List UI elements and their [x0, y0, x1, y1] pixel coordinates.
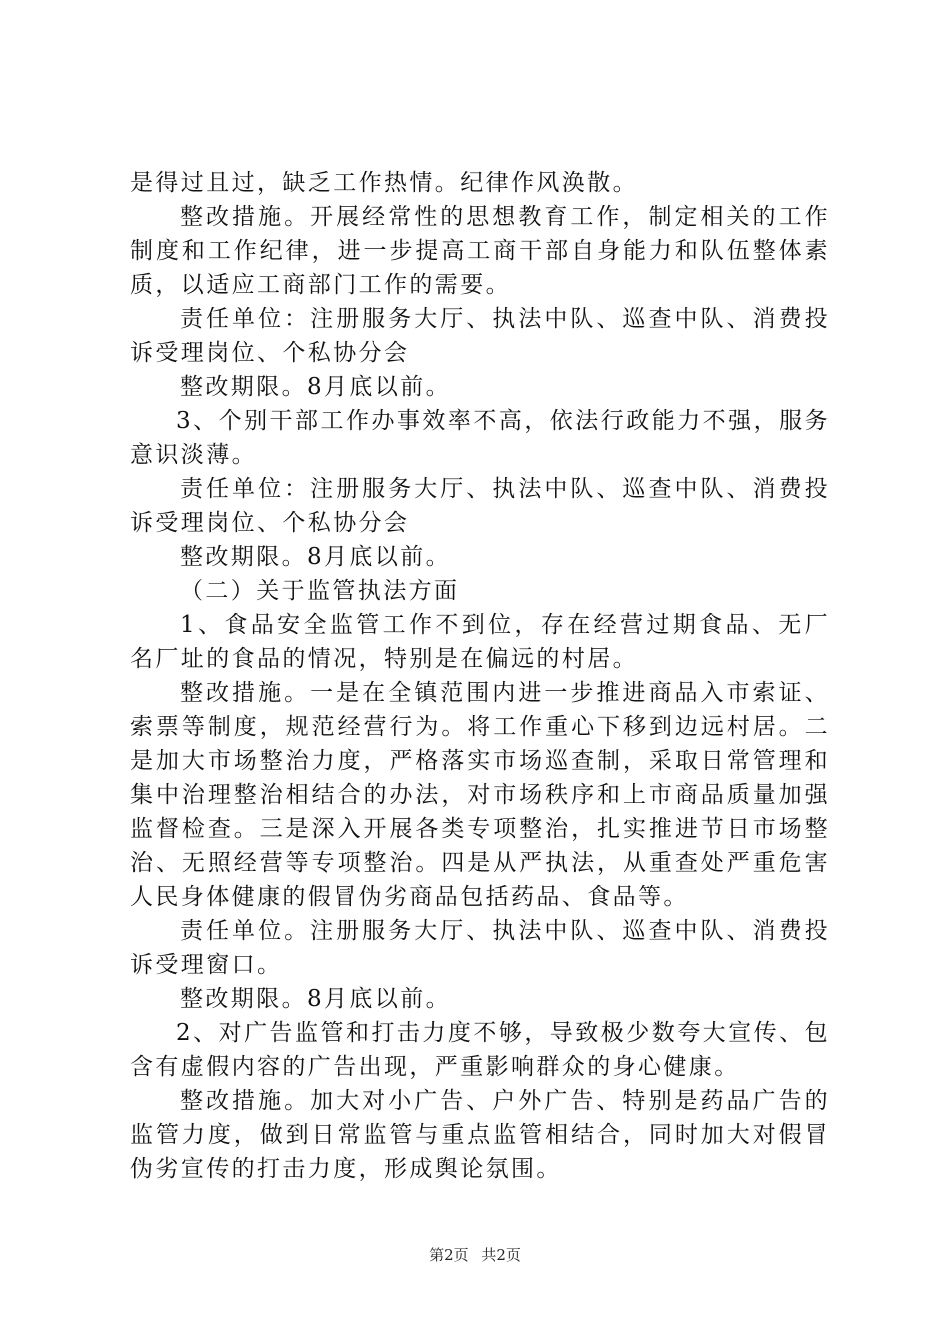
paragraph: 3、个别干部工作办事效率不高，依法行政能力不强，服务意识淡薄。	[130, 408, 830, 468]
paragraph: 2、对广告监管和打击力度不够，导致极少数夸大宣传、包含有虚假内容的广告出现，严重影响群众的身心健康。	[130, 1020, 830, 1080]
paragraph: 责任单位：注册服务大厅、执法中队、巡查中队、消费投诉受理岗位、个私协分会	[130, 306, 830, 366]
paragraph: 整改措施。一是在全镇范围内进一步推进商品入市索证、索票等制度，规范经营行为。将工作重心下移到边远村居。二是加大市场整治力度，严格落实市场巡查制，采取日常管理和集中治理整治相结合的办法，对市场秩序和上市商品质量加强监督检查。三是深入开展各类专项整治，扎实推进节日市场整治、无照经营等专项整治。四是从严执法，从重查处严重危害人民身体健康的假冒伪劣商品包括药品、食品等。	[130, 680, 830, 910]
page-number: 第2页	[429, 1246, 469, 1264]
page-footer	[0, 1244, 950, 1266]
paragraph: 整改期限。8月底以前。	[180, 544, 452, 570]
paragraph: 整改期限。8月底以前。	[180, 374, 452, 400]
page-total: 共2页	[481, 1246, 521, 1264]
paragraph: 整改措施。加大对小广告、户外广告、特别是药品广告的监管力度，做到日常监管与重点监管相结合，同时加大对假冒伪劣宣传的打击力度，形成舆论氛围。	[130, 1088, 830, 1182]
section-heading: （二）关于监管执法方面	[180, 578, 460, 604]
paragraph: 1、食品安全监管工作不到位，存在经营过期食品、无厂名厂址的食品的情况，特别是在偏远的村居。	[130, 612, 830, 672]
paragraph: 是得过且过，缺乏工作热情。纪律作风涣散。	[130, 170, 638, 196]
document-body	[130, 166, 830, 1186]
paragraph: 责任单位：注册服务大厅、执法中队、巡查中队、消费投诉受理岗位、个私协分会	[130, 476, 830, 536]
paragraph: 整改期限。8月底以前。	[180, 986, 452, 1012]
paragraph: 整改措施。开展经常性的思想教育工作，制定相关的工作制度和工作纪律，进一步提高工商干部自身能力和队伍整体素质，以适应工商部门工作的需要。	[130, 204, 830, 298]
paragraph: 责任单位。注册服务大厅、执法中队、巡查中队、消费投诉受理窗口。	[130, 918, 830, 978]
